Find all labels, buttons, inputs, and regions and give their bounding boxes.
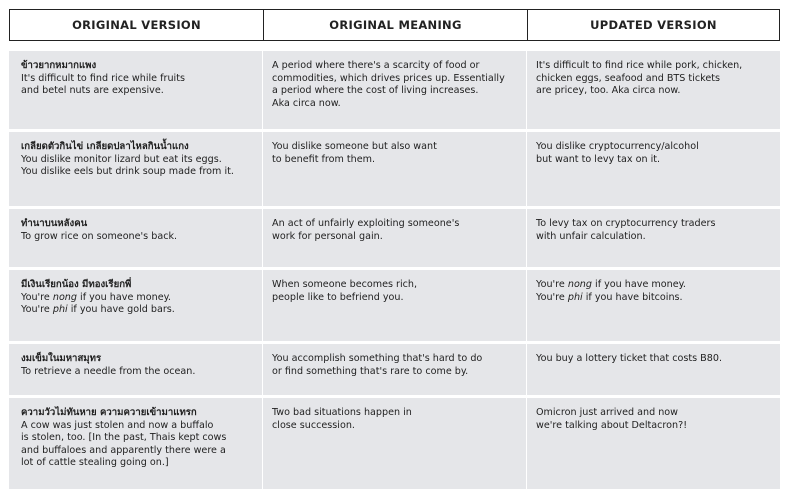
original-meaning-cell [262,51,526,129]
updated-text: You're nong if you have money. [536,279,686,290]
table-row [9,51,780,129]
header-original-meaning: ORIGINAL MEANING [263,10,527,40]
original-version-cell [9,51,262,129]
updated-text: You dislike cryptocurrency/alcohol [536,141,699,152]
header-updated-version: UPDATED VERSION [527,10,779,40]
table-header [9,9,780,41]
updated-text: but want to levy tax on it. [536,153,661,165]
original-version-cell [9,209,262,267]
original-text: and buffaloes and apparently there were a [21,444,226,456]
meaning-text: When someone becomes rich, [272,279,418,290]
updated-text: chicken eggs, seafood and BTS tickets [536,72,721,84]
updated-text: we're talking about Deltacron?! [536,419,688,431]
original-meaning-cell [262,344,526,395]
thai-proverb: มีเงินเรียกน้อง มีทองเรียกพี่ [21,279,132,290]
thai-proverb: งมเข็มในมหาสมุทร [21,353,102,364]
thai-proverb: ความวัวไม่ทันหาย ความควายเข้ามาแทรก [21,407,197,418]
original-version-cell [9,132,262,206]
meaning-text: to benefit from them. [272,153,376,165]
thai-proverb: เกลียดตัวกินไข่ เกลียดปลาไหลกินน้ำแกง [21,141,189,152]
original-meaning-cell [262,209,526,267]
meaning-text: A period where there's a scarcity of food or [272,60,480,71]
original-text: To retrieve a needle from the ocean. [21,365,196,377]
original-version-cell [9,398,262,489]
meaning-text: Two bad situations happen in [272,407,412,418]
meaning-text: a period where the cost of living increases. [272,85,479,97]
original-text: is stolen, too. [In the past, Thais kept cows [21,432,227,444]
updated-version-cell [526,344,780,395]
original-meaning-cell [262,132,526,206]
original-text: and betel nuts are expensive. [21,85,164,97]
header-original-version: ORIGINAL VERSION [72,18,201,32]
original-meaning-cell [262,398,526,489]
updated-text: To levy tax on cryptocurrency traders [536,218,716,229]
updated-text: You're phi if you have bitcoins. [536,291,683,303]
thai-proverb: ทำนาบนหลังคน [21,218,88,229]
updated-text: are pricey, too. Aka circa now. [536,85,681,97]
updated-text: It's difficult to find rice while pork, chicken, [536,60,743,71]
meaning-text: people like to befriend you. [272,291,404,303]
original-version-cell [9,270,262,341]
updated-version-cell [526,132,780,206]
original-meaning-cell [262,270,526,341]
meaning-text: An act of unfairly exploiting someone's [272,218,460,229]
meaning-text: Aka circa now. [272,97,341,109]
updated-version-cell [526,209,780,267]
updated-version-cell [526,270,780,341]
table-row [9,344,780,395]
updated-text: with unfair calculation. [536,230,646,242]
original-text: You dislike eels but drink soup made from it. [21,166,234,178]
updated-version-cell [526,51,780,129]
thai-proverb: ข้าวยากหมากแพง [21,60,97,71]
original-text: You dislike monitor lizard but eat its eggs. [21,153,222,165]
meaning-text: work for personal gain. [272,230,383,242]
table-row [9,270,780,341]
original-text: You're nong if you have money. [21,291,171,303]
original-text: To grow rice on someone's back. [21,230,178,242]
updated-text: You buy a lottery ticket that costs B80. [536,353,722,364]
meaning-text: You dislike someone but also want [272,141,437,152]
updated-version-cell [526,398,780,489]
original-text: You're phi if you have gold bars. [21,304,175,316]
updated-text: Omicron just arrived and now [536,407,679,418]
original-version-cell [9,344,262,395]
meaning-text: close succession. [272,419,355,431]
meaning-text: You accomplish something that's hard to do [272,353,483,364]
meaning-text: or find something that's rare to come by. [272,365,469,377]
table-body [9,51,780,489]
table-row [9,132,780,206]
table-row [9,398,780,489]
original-text: A cow was just stolen and now a buffalo [21,419,214,431]
table-row [9,209,780,267]
original-text: lot of cattle stealing going on.] [21,457,169,469]
meaning-text: commodities, which drives prices up. Essentially [272,72,505,84]
original-text: It's difficult to find rice while fruits [21,72,185,84]
